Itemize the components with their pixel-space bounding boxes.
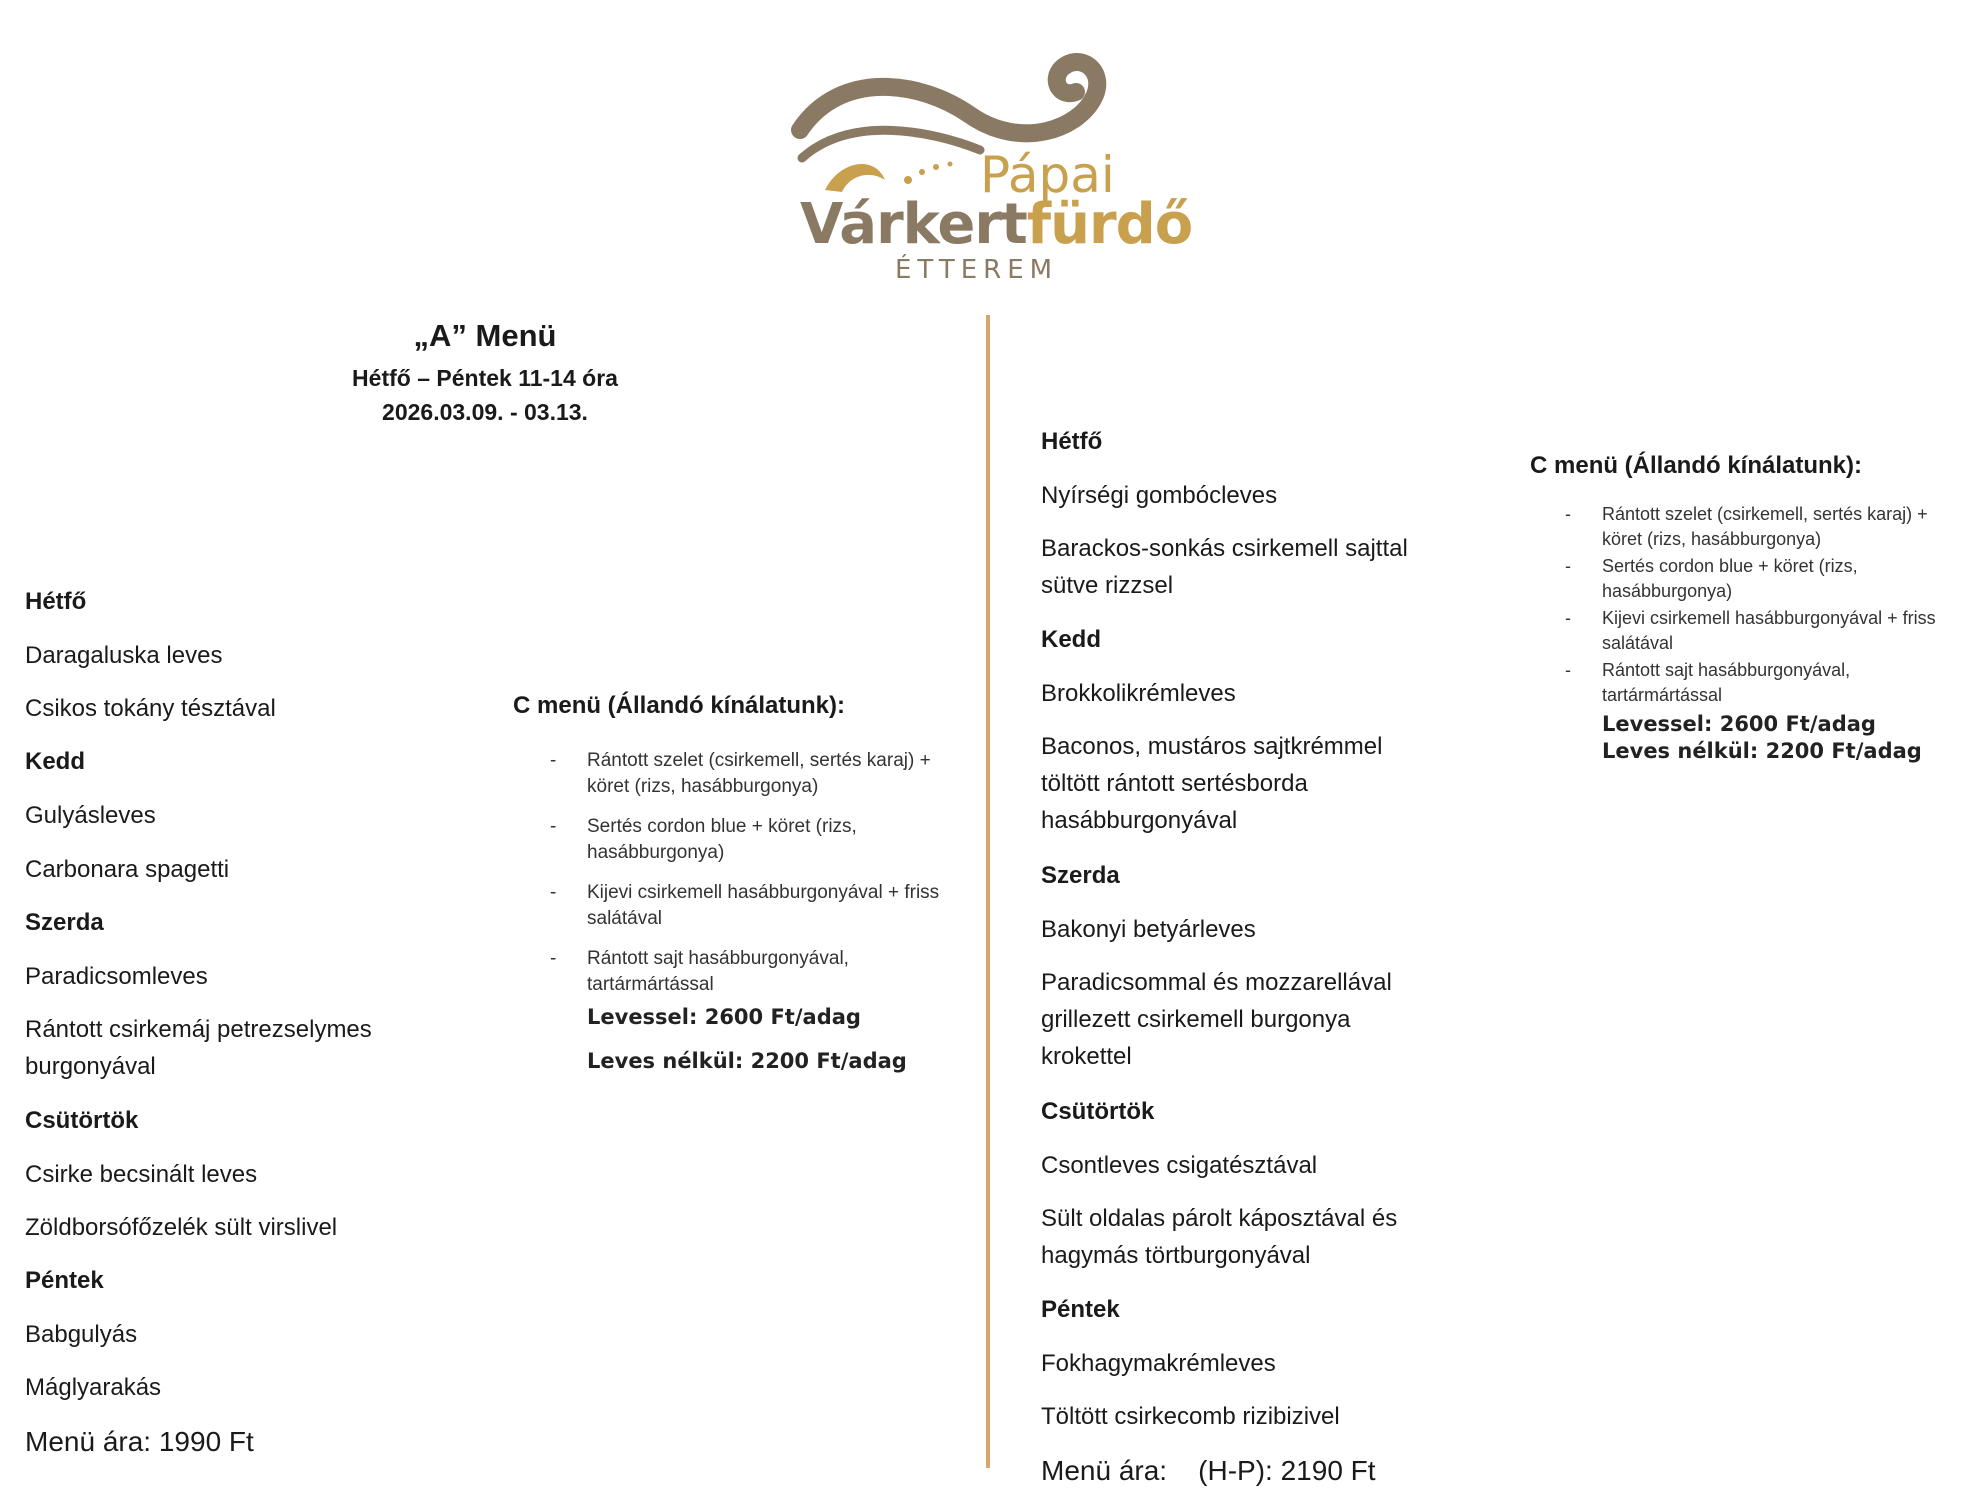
c-menu-left-item: - Sertés cordon blue + köret (rizs, hasábburgonya) <box>550 816 857 863</box>
logo-swirl-icon <box>800 62 1097 133</box>
c-menu-right-price-without-soup: Leves nélkül: 2200 Ft/adag <box>1602 739 1922 763</box>
menu-a-item: Csikos tokány tésztával <box>25 695 276 722</box>
c-menu-left-price-with-soup: Levessel: 2600 Ft/adag <box>587 1005 861 1029</box>
menu-a-subtitle: Hétfő – Péntek 11-14 óra <box>352 365 618 391</box>
c-menu-left-heading: C menü (Állandó kínálatunk): <box>513 692 846 719</box>
menu-a-price: Menü ára: 1990 Ft <box>25 1426 254 1457</box>
menu-b-item: Paradicsommal és mozzarellával grillezett csirkemell burgonya krokettel <box>1041 969 1392 1070</box>
menu-a-item: Rántott csirkemáj petrezselymes burgonyával <box>25 1016 372 1080</box>
menu-a-item: Csirke becsinált leves <box>25 1161 258 1188</box>
restaurant-logo <box>780 40 1193 285</box>
c-menu-left-item: - Kijevi csirkemell hasábburgonyával + friss salátával <box>550 882 940 929</box>
menu-a-item: Gulyásleves <box>25 802 156 829</box>
menu-b-day-szerda: Szerda <box>1041 862 1120 889</box>
menu-a-title: „A” Menü <box>413 318 557 353</box>
menu-b-item: Nyírségi gombócleves <box>1041 482 1278 509</box>
c-menu-left-price-without-soup: Leves nélkül: 2200 Ft/adag <box>587 1049 907 1073</box>
menu-a-item: Paradicsomleves <box>25 963 208 990</box>
menu-b-item: Csontleves csigatésztával <box>1041 1152 1318 1179</box>
menu-a-day-szerda: Szerda <box>25 909 104 936</box>
c-menu-right-item: - Sertés cordon blue + köret (rizs, hasábburgonya) <box>1565 556 1858 601</box>
menu-a-dates: 2026.03.09. - 03.13. <box>382 399 588 425</box>
logo-text-furdo: fürdő <box>1026 192 1193 257</box>
c-menu-left-item: - Rántott szelet (csirkemell, sertés karaj) + köret (rizs, hasábburgonya) <box>550 750 931 797</box>
logo-text-etterem: ÉTTEREM <box>895 255 1059 285</box>
menu-a-item: Babgulyás <box>25 1321 138 1348</box>
menu-b-item: Töltött csirkecomb rizibizivel <box>1041 1403 1340 1430</box>
menu-a-item: Carbonara spagetti <box>25 856 230 883</box>
menu-b-item: Brokkolikrémleves <box>1041 680 1236 707</box>
c-menu-right-price-with-soup: Levessel: 2600 Ft/adag <box>1602 712 1876 736</box>
menu-a-day-hetfo: Hétfő <box>25 588 87 615</box>
logo-text-papai: Pápai <box>980 146 1115 204</box>
c-menu-right-item: - Rántott szelet (csirkemell, sertés karaj) + köret (rizs, hasábburgonya) <box>1565 504 1928 549</box>
menu-a-day-csutortok: Csütörtök <box>25 1107 139 1134</box>
menu-a-day-kedd: Kedd <box>25 748 85 775</box>
menu-b-day-kedd: Kedd <box>1041 626 1101 653</box>
menu-b-price: Menü ára: (H-P): 2190 Ft <box>1041 1455 1376 1486</box>
menu-a-item: Daragaluska leves <box>25 642 223 669</box>
logo-wave-icon <box>825 164 885 192</box>
column-divider <box>986 315 990 1468</box>
menu-b-item: Barackos-sonkás csirkemell sajttal sütve rizzsel <box>1041 535 1408 599</box>
c-menu-right-item: - Rántott sajt hasábburgonyával, tartármártással <box>1565 660 1851 705</box>
c-menu-right-item: - Kijevi csirkemell hasábburgonyával + friss salátával <box>1565 608 1936 653</box>
menu-a-item: Zöldborsófőzelék sült virslivel <box>25 1214 338 1241</box>
logo-text-varkert: Várkert <box>800 192 1027 257</box>
c-menu-left-item: - Rántott sajt hasábburgonyával, tartármártással <box>550 948 849 995</box>
menu-b-item: Fokhagymakrémleves <box>1041 1350 1276 1377</box>
menu-b-item: Baconos, mustáros sajtkrémmel töltött rántott sertésborda hasábburgonyával <box>1041 733 1383 834</box>
c-menu-right-heading: C menü (Állandó kínálatunk): <box>1530 452 1863 479</box>
menu-b-day-hetfo: Hétfő <box>1041 428 1103 455</box>
menu-b-day-pentek: Péntek <box>1041 1296 1120 1323</box>
menu-b-item: Sült oldalas párolt káposztával és hagymás törtburgonyával <box>1041 1205 1398 1269</box>
menu-b-day-csutortok: Csütörtök <box>1041 1098 1155 1125</box>
menu-a-item: Máglyarakás <box>25 1374 162 1401</box>
menu-b-item: Bakonyi betyárleves <box>1041 916 1256 943</box>
menu-a-day-pentek: Péntek <box>25 1267 104 1294</box>
svg-text:Várkertfürdő <box>800 192 1192 257</box>
